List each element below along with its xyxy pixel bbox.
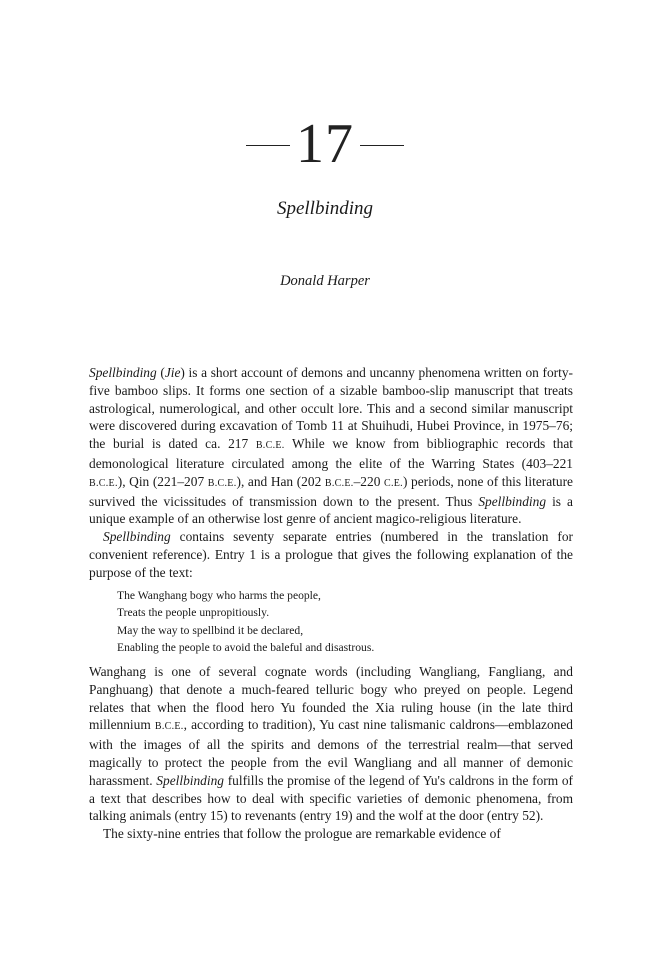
chapter-author: Donald Harper [280, 273, 370, 289]
verse-line: Treats the people unpropitiously. [117, 606, 270, 620]
body-text [89, 364, 573, 843]
verse-line: Enabling the people to avoid the baleful and disastrous. [117, 641, 375, 655]
chapter-number: 17 [296, 113, 354, 175]
chapter-number-heading [0, 112, 650, 176]
verse-line: The Wanghang bogy who harms the people, [117, 588, 321, 602]
chapter-title: Spellbinding [276, 198, 374, 219]
verse-block [117, 587, 573, 657]
left-rule [246, 145, 290, 146]
paragraph-2: Spellbinding contains seventy separate entries (numbered in the translation for convenient reference). Entry 1 is a prologue that gives the following explanation of the purpose of the text: [89, 529, 573, 580]
paragraph-3: Wanghang is one of several cognate words (including Wangliang, Fangliang, and Panghuang) that denote a much-feared telluric bogy who preyed on people. Legend relates that when the flood hero Yu founded the Xia ruling house (in the late third millennium B.C.E., according to tradition), Yu cast nine talismanic caldrons—emblazoned with the images of all the spirits and demons of the terrestrial realm—that served magically to protect the people from the evil Wangliang and all manner of demonic harassment. Spellbinding fulfills the promise of the legend of Yu's caldrons in the form of a text that describes how to deal with specific varieties of demonic phenomena, from talking animals (entry 15) to revenants (entry 19) and the wolf at the door (entry 52). [89, 663, 573, 824]
verse-line: May the way to spellbind it be declared, [117, 623, 304, 637]
paragraph-1: Spellbinding (Jie) is a short account of demons and uncanny phenomena written on forty-five bamboo slips. It forms one section of a sizable bamboo-slip manuscript that treats astrological, numerological, and other occult lore. This and a second similar manuscript were discovered during excavation of Tomb 11 at Shuihudi, Hubei Province, in 1975–76; the burial is dated ca. 217 B.C.E. While we know from bibliographic records that demonological literature circulated among the elite of the Warring States (403–221 B.C.E.), Qin (221–207 B.C.E.), and Han (202 B.C.E.–220 C.E.) periods, none of this literature survived the vicissitudes of transmission down to the present. Thus Spellbinding is a unique example of an otherwise lost genre of ancient magico-religious literature. [89, 365, 573, 527]
paragraph-4: The sixty-nine entries that follow the prologue are remarkable evidence of [103, 826, 501, 842]
right-rule [360, 145, 404, 146]
